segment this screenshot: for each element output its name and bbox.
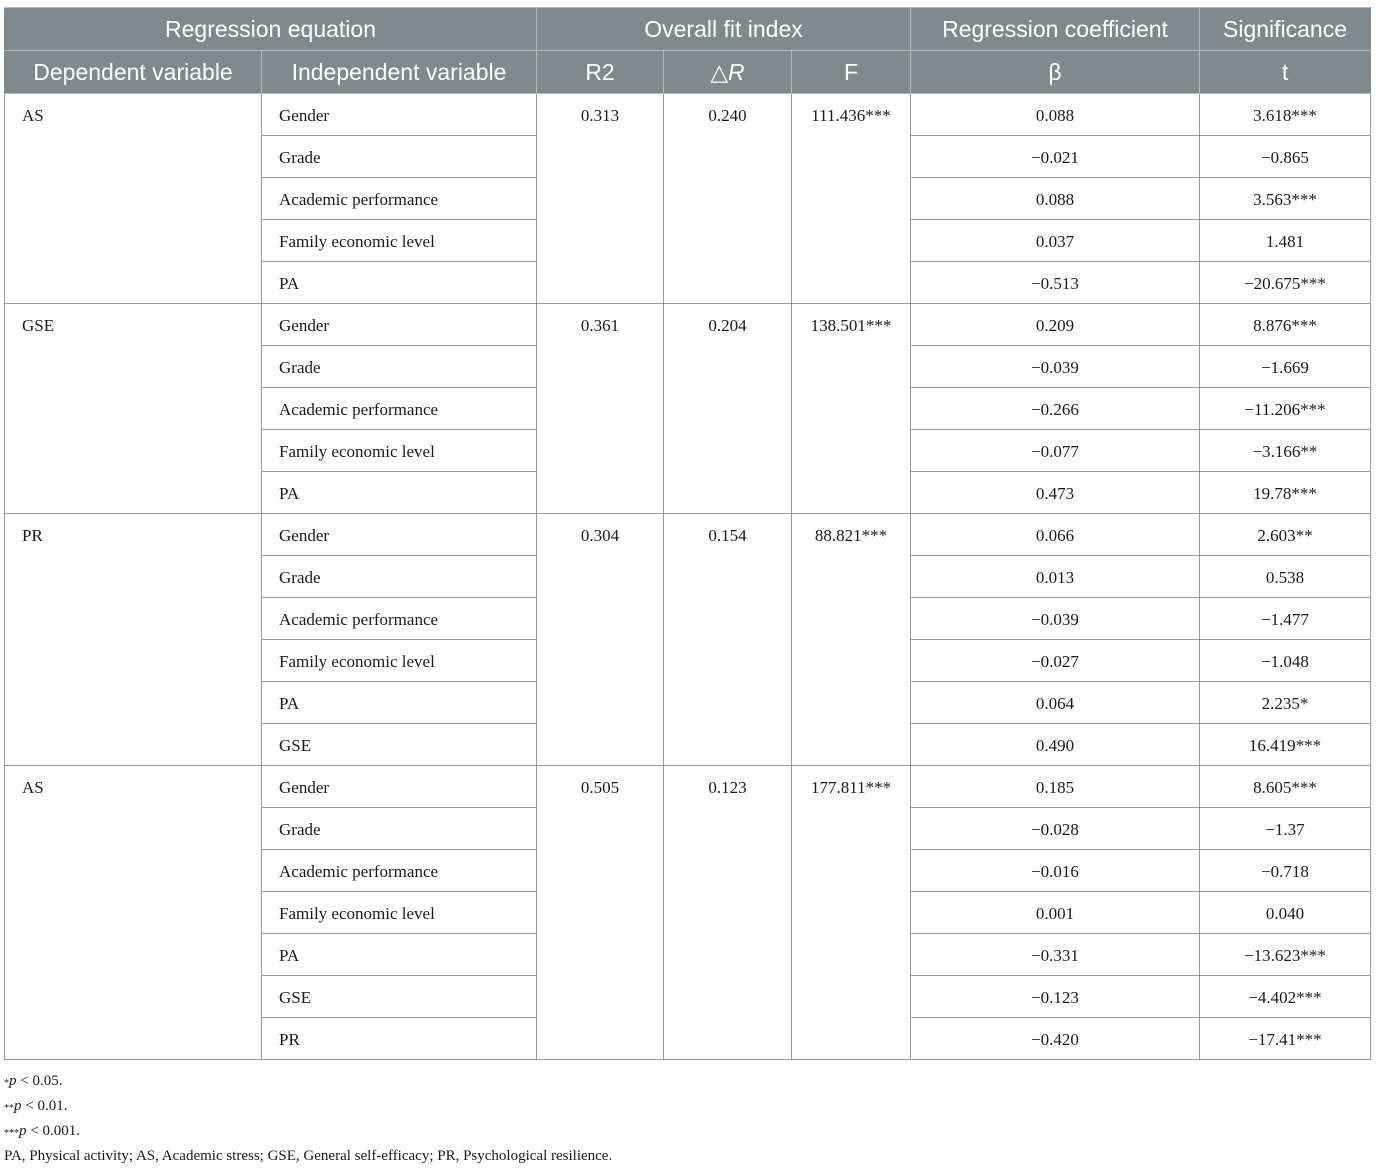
delta-letter: R bbox=[728, 58, 745, 85]
t-cell: −0.718 bbox=[1200, 850, 1371, 892]
independent-variable-cell: Academic performance bbox=[262, 178, 537, 220]
t-cell: −1.37 bbox=[1200, 808, 1371, 850]
independent-variable-cell: Family economic level bbox=[262, 640, 537, 682]
beta-cell: −0.028 bbox=[911, 808, 1200, 850]
dependent-variable-cell: GSE bbox=[5, 304, 262, 514]
dependent-variable-cell: AS bbox=[5, 766, 262, 1060]
beta-cell: 0.473 bbox=[911, 472, 1200, 514]
delta-r-cell: 0.154 bbox=[664, 514, 792, 766]
beta-cell: −0.420 bbox=[911, 1018, 1200, 1060]
t-cell: −1.477 bbox=[1200, 598, 1371, 640]
beta-cell: 0.185 bbox=[911, 766, 1200, 808]
header-independent-variable: Independent variable bbox=[262, 51, 537, 94]
beta-cell: −0.016 bbox=[911, 850, 1200, 892]
beta-cell: 0.490 bbox=[911, 724, 1200, 766]
r2-cell: 0.313 bbox=[537, 94, 664, 304]
table-body bbox=[5, 94, 1371, 1060]
t-cell: −1.048 bbox=[1200, 640, 1371, 682]
table-header bbox=[5, 8, 1371, 94]
header-significance: Significance bbox=[1200, 8, 1371, 51]
independent-variable-cell: Grade bbox=[262, 346, 537, 388]
beta-cell: −0.039 bbox=[911, 598, 1200, 640]
t-cell: −17.41*** bbox=[1200, 1018, 1371, 1060]
independent-variable-cell: Family economic level bbox=[262, 430, 537, 472]
beta-cell: −0.266 bbox=[911, 388, 1200, 430]
independent-variable-cell: Grade bbox=[262, 136, 537, 178]
t-cell: 0.040 bbox=[1200, 892, 1371, 934]
t-cell: −13.623*** bbox=[1200, 934, 1371, 976]
independent-variable-cell: Gender bbox=[262, 514, 537, 556]
header-overall-fit-index: Overall fit index bbox=[537, 8, 911, 51]
header-f: F bbox=[792, 51, 911, 94]
header-dependent-variable: Dependent variable bbox=[5, 51, 262, 94]
t-cell: 2.235* bbox=[1200, 682, 1371, 724]
f-cell: 177.811*** bbox=[792, 766, 911, 1060]
beta-cell: 0.088 bbox=[911, 94, 1200, 136]
t-cell: 8.605*** bbox=[1200, 766, 1371, 808]
independent-variable-cell: Family economic level bbox=[262, 892, 537, 934]
header-r2: R2 bbox=[537, 51, 664, 94]
beta-cell: 0.088 bbox=[911, 178, 1200, 220]
t-cell: 16.419*** bbox=[1200, 724, 1371, 766]
delta-r-cell: 0.204 bbox=[664, 304, 792, 514]
beta-cell: −0.331 bbox=[911, 934, 1200, 976]
header-beta: β bbox=[911, 51, 1200, 94]
f-cell: 138.501*** bbox=[792, 304, 911, 514]
beta-cell: −0.027 bbox=[911, 640, 1200, 682]
r2-cell: 0.505 bbox=[537, 766, 664, 1060]
beta-cell: −0.077 bbox=[911, 430, 1200, 472]
t-cell: −11.206*** bbox=[1200, 388, 1371, 430]
t-cell: −3.166** bbox=[1200, 430, 1371, 472]
beta-cell: −0.039 bbox=[911, 346, 1200, 388]
delta-symbol: △ bbox=[710, 58, 729, 85]
t-cell: 0.538 bbox=[1200, 556, 1371, 598]
beta-cell: −0.021 bbox=[911, 136, 1200, 178]
independent-variable-cell: PR bbox=[262, 1018, 537, 1060]
dependent-variable-cell: AS bbox=[5, 94, 262, 304]
beta-cell: −0.123 bbox=[911, 976, 1200, 1018]
beta-cell: 0.013 bbox=[911, 556, 1200, 598]
independent-variable-cell: PA bbox=[262, 262, 537, 304]
independent-variable-cell: Gender bbox=[262, 94, 537, 136]
independent-variable-cell: PA bbox=[262, 472, 537, 514]
independent-variable-cell: PA bbox=[262, 682, 537, 724]
independent-variable-cell: Academic performance bbox=[262, 598, 537, 640]
footnote-p-0001: ***p < 0.001. bbox=[4, 1123, 80, 1139]
t-cell: 3.618*** bbox=[1200, 94, 1371, 136]
independent-variable-cell: Gender bbox=[262, 766, 537, 808]
independent-variable-cell: GSE bbox=[262, 724, 537, 766]
table-footnotes bbox=[4, 1069, 612, 1169]
t-cell: 1.481 bbox=[1200, 220, 1371, 262]
t-cell: −20.675*** bbox=[1200, 262, 1371, 304]
table-row bbox=[5, 94, 1371, 136]
header-t: t bbox=[1200, 51, 1371, 94]
independent-variable-cell: Gender bbox=[262, 304, 537, 346]
footnote-p-001: **p < 0.01. bbox=[4, 1098, 68, 1114]
table-row bbox=[5, 766, 1371, 808]
independent-variable-cell: Grade bbox=[262, 808, 537, 850]
t-cell: 3.563*** bbox=[1200, 178, 1371, 220]
footnote-p-005: *p < 0.05. bbox=[4, 1073, 63, 1089]
f-cell: 111.436*** bbox=[792, 94, 911, 304]
t-cell: −0.865 bbox=[1200, 136, 1371, 178]
header-row-1 bbox=[5, 8, 1371, 51]
delta-r-cell: 0.123 bbox=[664, 766, 792, 1060]
delta-r-cell: 0.240 bbox=[664, 94, 792, 304]
header-row-2 bbox=[5, 51, 1371, 94]
r2-cell: 0.361 bbox=[537, 304, 664, 514]
footnote-abbreviations: PA, Physical activity; AS, Academic stress; GSE, General self-efficacy; PR, Psychological resilience. bbox=[4, 1148, 613, 1164]
t-cell: 19.78*** bbox=[1200, 472, 1371, 514]
table-row bbox=[5, 514, 1371, 556]
f-cell: 88.821*** bbox=[792, 514, 911, 766]
independent-variable-cell: Grade bbox=[262, 556, 537, 598]
independent-variable-cell: PA bbox=[262, 934, 537, 976]
beta-cell: 0.066 bbox=[911, 514, 1200, 556]
header-delta-r bbox=[664, 51, 792, 94]
beta-cell: 0.037 bbox=[911, 220, 1200, 262]
table-row bbox=[5, 304, 1371, 346]
beta-cell: 0.001 bbox=[911, 892, 1200, 934]
independent-variable-cell: Academic performance bbox=[262, 850, 537, 892]
header-regression-coefficient: Regression coefficient bbox=[911, 8, 1200, 51]
beta-cell: 0.064 bbox=[911, 682, 1200, 724]
r2-cell: 0.304 bbox=[537, 514, 664, 766]
t-cell: 2.603** bbox=[1200, 514, 1371, 556]
t-cell: −1.669 bbox=[1200, 346, 1371, 388]
dependent-variable-cell: PR bbox=[5, 514, 262, 766]
beta-cell: −0.513 bbox=[911, 262, 1200, 304]
t-cell: −4.402*** bbox=[1200, 976, 1371, 1018]
independent-variable-cell: GSE bbox=[262, 976, 537, 1018]
independent-variable-cell: Family economic level bbox=[262, 220, 537, 262]
beta-cell: 0.209 bbox=[911, 304, 1200, 346]
header-regression-equation: Regression equation bbox=[5, 8, 537, 51]
regression-table bbox=[4, 7, 1371, 1060]
t-cell: 8.876*** bbox=[1200, 304, 1371, 346]
independent-variable-cell: Academic performance bbox=[262, 388, 537, 430]
